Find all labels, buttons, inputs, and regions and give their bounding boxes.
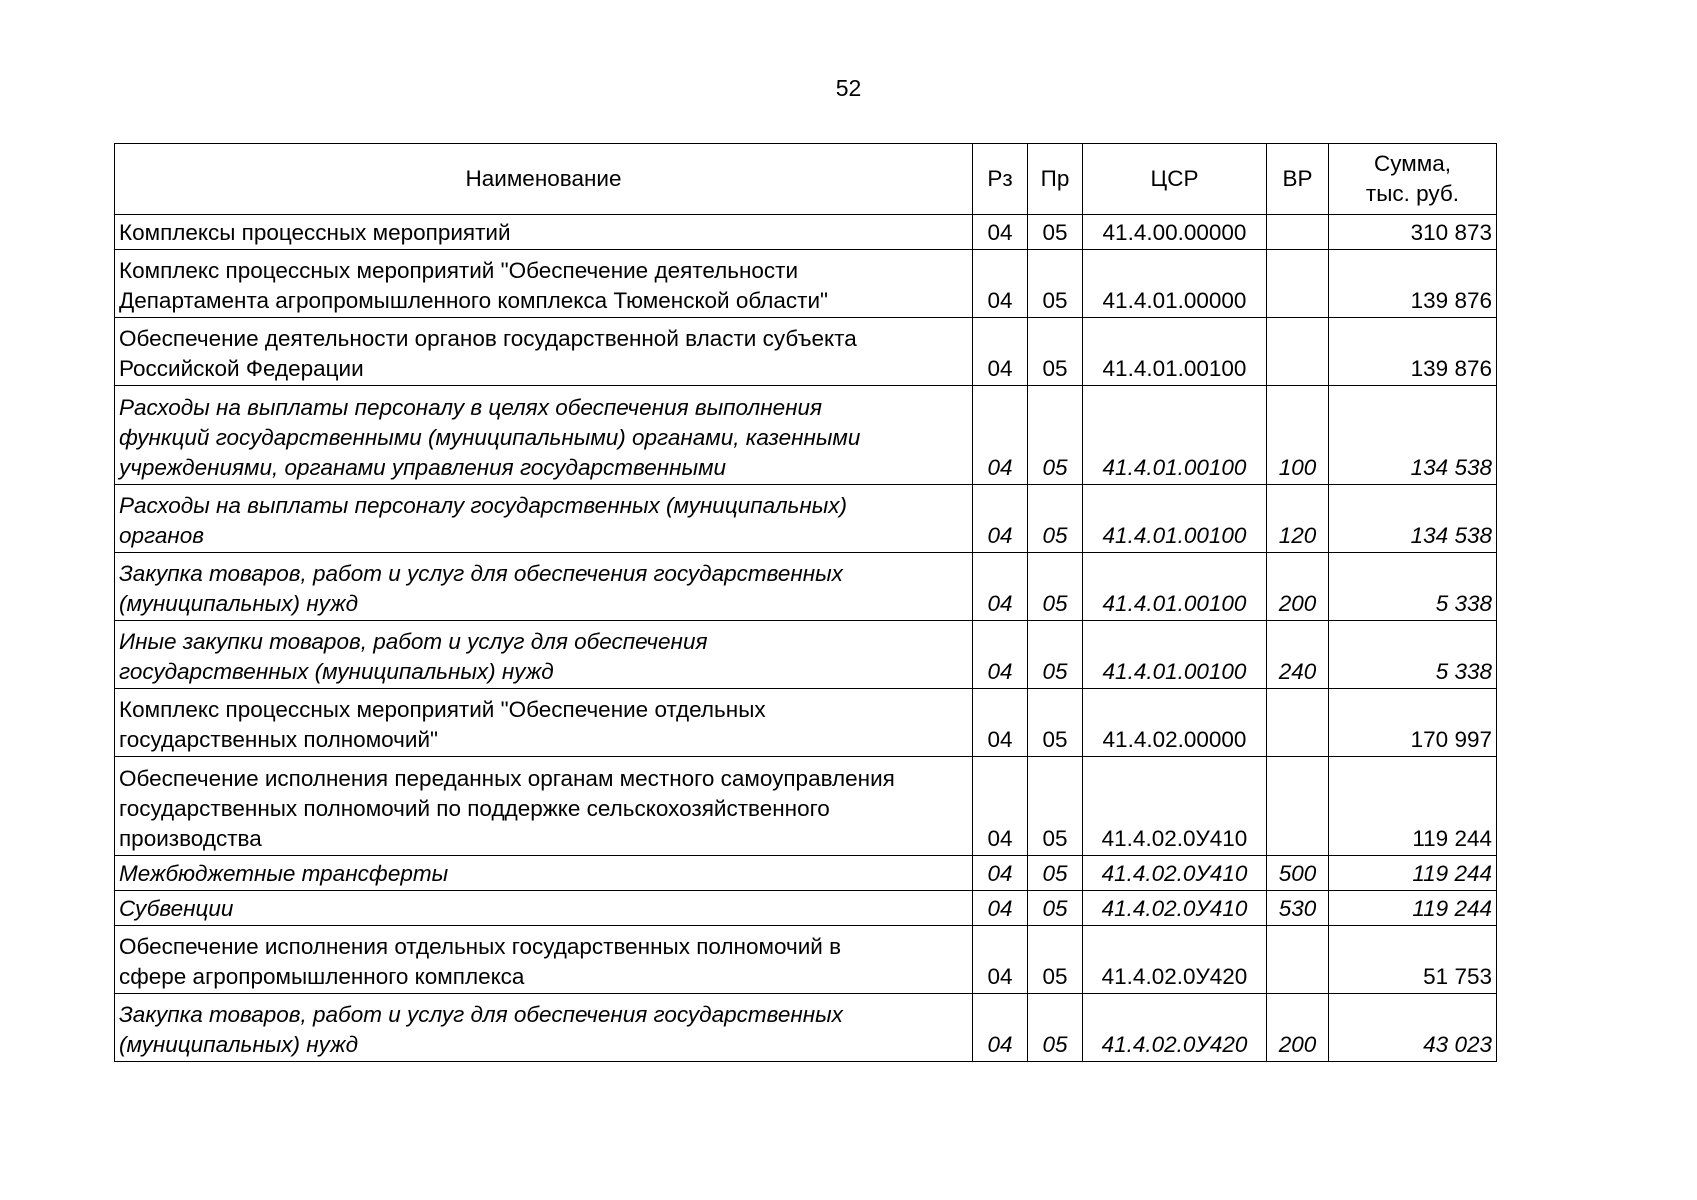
row-csr: 41.4.02.0У410 <box>1083 856 1267 891</box>
table-row <box>115 386 1497 485</box>
row-name-line: государственных полномочий" <box>119 727 439 752</box>
table-body <box>115 215 1497 1062</box>
row-sum: 139 876 <box>1329 250 1497 318</box>
row-rz: 04 <box>973 994 1028 1062</box>
row-pr: 05 <box>1028 386 1083 485</box>
table-row <box>115 318 1497 386</box>
row-name <box>115 621 973 689</box>
row-rz: 04 <box>973 891 1028 926</box>
row-name-line: Обеспечение исполнения отдельных государственных полномочий в <box>119 934 842 959</box>
row-csr: 41.4.02.0У410 <box>1083 891 1267 926</box>
row-vr <box>1267 689 1329 757</box>
row-name <box>115 994 973 1062</box>
row-csr: 41.4.02.0У410 <box>1083 757 1267 856</box>
row-pr: 05 <box>1028 994 1083 1062</box>
row-name-line: Субвенции <box>119 896 234 921</box>
row-name <box>115 757 973 856</box>
row-name <box>115 318 973 386</box>
row-csr: 41.4.01.00100 <box>1083 386 1267 485</box>
row-rz: 04 <box>973 856 1028 891</box>
row-name-line: Расходы на выплаты персоналу государственных (муниципальных) <box>119 493 848 518</box>
row-name <box>115 689 973 757</box>
row-vr: 240 <box>1267 621 1329 689</box>
row-pr: 05 <box>1028 318 1083 386</box>
row-name-line: Расходы на выплаты персоналу в целях обеспечения выполнения <box>119 395 823 420</box>
row-csr: 41.4.02.0У420 <box>1083 994 1267 1062</box>
row-rz: 04 <box>973 318 1028 386</box>
row-sum: 43 023 <box>1329 994 1497 1062</box>
table-row <box>115 485 1497 553</box>
row-rz: 04 <box>973 485 1028 553</box>
table-row <box>115 856 1497 891</box>
row-csr: 41.4.01.00000 <box>1083 250 1267 318</box>
row-vr: 200 <box>1267 553 1329 621</box>
row-name-line: (муниципальных) нужд <box>119 1032 359 1057</box>
row-pr: 05 <box>1028 215 1083 250</box>
row-name-line: органов <box>119 523 205 548</box>
row-sum: 119 244 <box>1329 757 1497 856</box>
header-csr: ЦСР <box>1083 144 1267 215</box>
row-vr <box>1267 318 1329 386</box>
row-rz: 04 <box>973 250 1028 318</box>
header-sum <box>1329 144 1497 215</box>
row-name-line: Департамента агропромышленного комплекса Тюменской области" <box>119 288 829 313</box>
row-pr: 05 <box>1028 621 1083 689</box>
row-rz: 04 <box>973 621 1028 689</box>
row-name-line: Обеспечение исполнения переданных органам местного самоуправления <box>119 766 895 791</box>
row-name <box>115 215 973 250</box>
header-sum-line2: тыс. руб. <box>1365 181 1460 206</box>
row-name <box>115 553 973 621</box>
row-csr: 41.4.01.00100 <box>1083 485 1267 553</box>
row-csr: 41.4.02.00000 <box>1083 689 1267 757</box>
row-vr <box>1267 250 1329 318</box>
page-number: 52 <box>835 75 862 101</box>
row-pr: 05 <box>1028 689 1083 757</box>
row-pr: 05 <box>1028 856 1083 891</box>
row-vr <box>1267 926 1329 994</box>
row-name <box>115 386 973 485</box>
row-rz: 04 <box>973 926 1028 994</box>
row-vr: 120 <box>1267 485 1329 553</box>
row-sum: 310 873 <box>1329 215 1497 250</box>
row-name <box>115 250 973 318</box>
row-pr: 05 <box>1028 553 1083 621</box>
row-vr: 530 <box>1267 891 1329 926</box>
row-vr: 200 <box>1267 994 1329 1062</box>
table-row <box>115 689 1497 757</box>
row-name <box>115 926 973 994</box>
budget-table <box>114 143 1497 1062</box>
row-pr: 05 <box>1028 485 1083 553</box>
row-name-line: Закупка товаров, работ и услуг для обеспечения государственных <box>119 561 843 586</box>
row-csr: 41.4.01.00100 <box>1083 553 1267 621</box>
row-rz: 04 <box>973 757 1028 856</box>
row-name-line: Российской Федерации <box>119 356 364 381</box>
table-row <box>115 891 1497 926</box>
row-sum: 139 876 <box>1329 318 1497 386</box>
table-row <box>115 250 1497 318</box>
table-row <box>115 553 1497 621</box>
row-csr: 41.4.00.00000 <box>1083 215 1267 250</box>
row-rz: 04 <box>973 689 1028 757</box>
row-name-line: производства <box>119 826 262 851</box>
row-name-line: государственных (муниципальных) нужд <box>119 659 554 684</box>
row-csr: 41.4.01.00100 <box>1083 621 1267 689</box>
row-pr: 05 <box>1028 250 1083 318</box>
row-sum: 5 338 <box>1329 553 1497 621</box>
table-row <box>115 621 1497 689</box>
table-row <box>115 926 1497 994</box>
row-sum: 5 338 <box>1329 621 1497 689</box>
row-name-line: учреждениями, органами управления государственными <box>119 455 727 480</box>
row-name-line: Комплексы процессных мероприятий <box>119 220 511 245</box>
row-name <box>115 856 973 891</box>
row-name-line: (муниципальных) нужд <box>119 591 359 616</box>
row-pr: 05 <box>1028 891 1083 926</box>
row-rz: 04 <box>973 386 1028 485</box>
row-csr: 41.4.02.0У420 <box>1083 926 1267 994</box>
row-vr <box>1267 215 1329 250</box>
table-header-row <box>115 144 1497 215</box>
row-rz: 04 <box>973 215 1028 250</box>
row-name-line: Комплекс процессных мероприятий "Обеспечение деятельности <box>119 258 799 283</box>
row-name <box>115 485 973 553</box>
row-pr: 05 <box>1028 926 1083 994</box>
row-pr: 05 <box>1028 757 1083 856</box>
header-sum-line1: Сумма, <box>1374 151 1451 176</box>
row-name <box>115 891 973 926</box>
row-name-line: Закупка товаров, работ и услуг для обеспечения государственных <box>119 1002 843 1027</box>
table-row <box>115 994 1497 1062</box>
row-name-line: Комплекс процессных мероприятий "Обеспечение отдельных <box>119 697 766 722</box>
table-row <box>115 757 1497 856</box>
header-vr: ВР <box>1267 144 1329 215</box>
row-sum: 170 997 <box>1329 689 1497 757</box>
header-name: Наименование <box>115 144 973 215</box>
row-sum: 51 753 <box>1329 926 1497 994</box>
row-name-line: Иные закупки товаров, работ и услуг для обеспечения <box>119 629 708 654</box>
row-name-line: государственных полномочий по поддержке сельскохозяйственного <box>119 796 830 821</box>
row-name-line: функций государственными (муниципальными) органами, казенными <box>119 425 861 450</box>
header-pr: Пр <box>1028 144 1083 215</box>
row-sum: 119 244 <box>1329 856 1497 891</box>
row-vr <box>1267 757 1329 856</box>
row-csr: 41.4.01.00100 <box>1083 318 1267 386</box>
row-sum: 134 538 <box>1329 485 1497 553</box>
row-sum: 119 244 <box>1329 891 1497 926</box>
table-row <box>115 215 1497 250</box>
row-name-line: сфере агропромышленного комплекса <box>119 964 525 989</box>
row-vr: 100 <box>1267 386 1329 485</box>
header-rz: Рз <box>973 144 1028 215</box>
row-name-line: Обеспечение деятельности органов государственной власти субъекта <box>119 326 857 351</box>
row-name-line: Межбюджетные трансферты <box>119 861 449 886</box>
row-vr: 500 <box>1267 856 1329 891</box>
row-rz: 04 <box>973 553 1028 621</box>
row-sum: 134 538 <box>1329 386 1497 485</box>
